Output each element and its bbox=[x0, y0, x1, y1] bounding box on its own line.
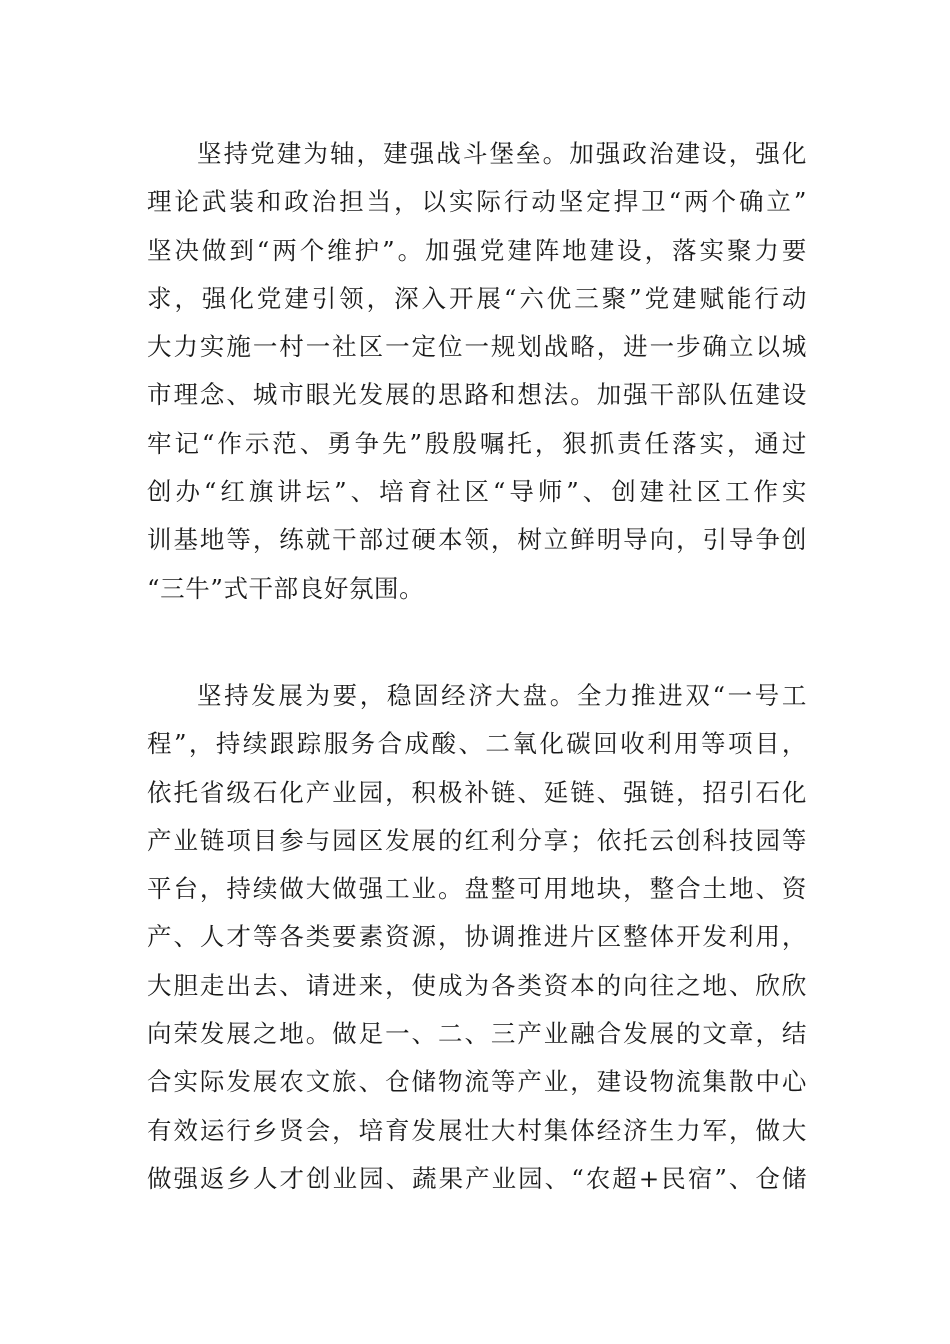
text-line-last: “三牛”式干部良好氛围。 bbox=[147, 573, 425, 603]
paragraph-party-building bbox=[147, 130, 807, 613]
text-line: 理论武装和政治担当，以实际行动坚定捍卫“两个确立” bbox=[147, 187, 807, 217]
text-line: 做强返乡人才创业园、蔬果产业园、“农超+民宿”、仓储 bbox=[147, 1163, 807, 1193]
text-line: 大胆走出去、请进来，使成为各类资本的向往之地、欣欣 bbox=[147, 970, 807, 1000]
text-line: 牢记“作示范、勇争先”殷殷嘱托，狠抓责任落实，通过 bbox=[147, 428, 807, 458]
paragraph-economic-development bbox=[147, 672, 807, 1203]
text-line: 程”，持续跟踪服务合成酸、二氧化碳回收利用等项目， bbox=[147, 729, 807, 759]
text-line: 创办“红旗讲坛”、培育社区“导师”、创建社区工作实 bbox=[147, 477, 807, 507]
text-line: 大力实施一村一社区一定位一规划战略，进一步确立以城 bbox=[147, 332, 807, 362]
text-line: 依托省级石化产业园，积极补链、延链、强链，招引石化 bbox=[147, 777, 807, 807]
text-line: 产业链项目参与园区发展的红利分享；依托云创科技园等 bbox=[147, 825, 807, 855]
text-line: 求，强化党建引领，深入开展“六优三聚”党建赋能行动 bbox=[147, 283, 807, 313]
text-line: 平台，持续做大做强工业。盘整可用地块，整合土地、资 bbox=[147, 874, 807, 904]
text-line: 有效运行乡贤会，培育发展壮大村集体经济生力军，做大 bbox=[147, 1115, 807, 1145]
text-line: 坚决做到“两个维护”。加强党建阵地建设，落实聚力要 bbox=[147, 235, 807, 265]
text-line: 向荣发展之地。做足一、二、三产业融合发展的文章，结 bbox=[147, 1019, 807, 1049]
text-line: 坚持发展为要，稳固经济大盘。全力推进双“一号工 bbox=[197, 681, 807, 710]
text-line: 市理念、城市眼光发展的思路和想法。加强干部队伍建设 bbox=[147, 380, 807, 410]
text-line: 合实际发展农文旅、仓储物流等产业，建设物流集散中心 bbox=[147, 1067, 807, 1097]
text-line: 产、人才等各类要素资源，协调推进片区整体开发利用， bbox=[147, 922, 807, 952]
text-line: 坚持党建为轴，建强战斗堡垒。加强政治建设，强化 bbox=[197, 139, 807, 168]
text-line: 训基地等，练就干部过硬本领，树立鲜明导向，引导争创 bbox=[147, 525, 807, 555]
